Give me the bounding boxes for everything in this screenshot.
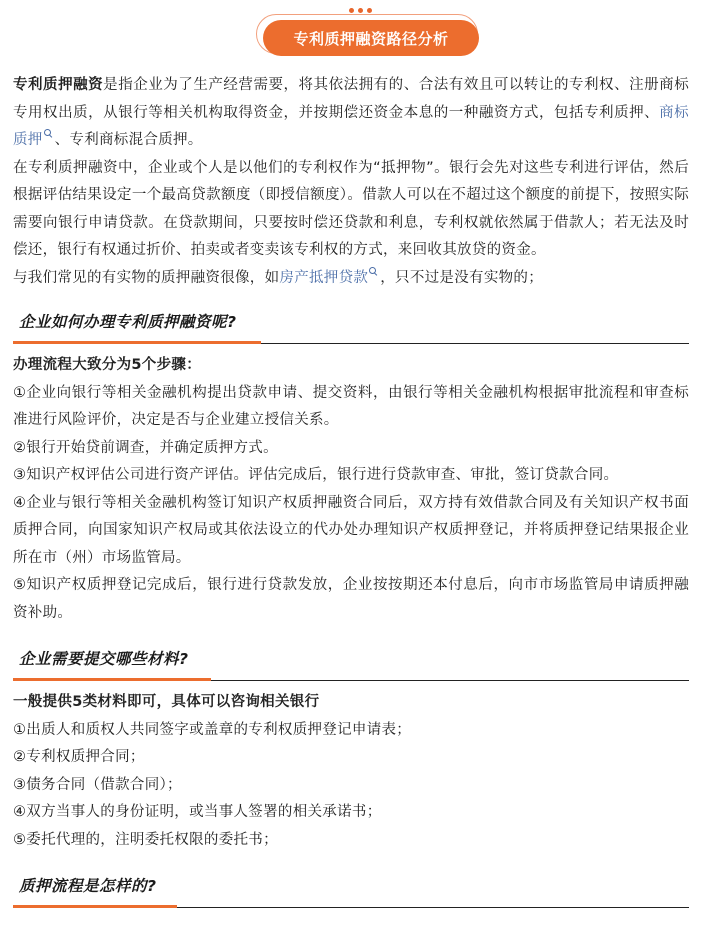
- intro-text-b: 、专利商标混合质押。: [54, 132, 203, 148]
- section-title: 企业需要提交哪些材料?: [19, 650, 189, 668]
- trademark-pledge-link[interactable]: 商标质押: [13, 104, 689, 148]
- intro-p3-text-a: 与我们常见的有实物的质押融资很像，如: [13, 269, 280, 286]
- mortgage-loan-link[interactable]: 房产抵押贷款: [279, 269, 369, 286]
- list-item: ②专利权质押合同；: [13, 749, 145, 765]
- article-title: 专利质押融资路径分析: [263, 20, 479, 56]
- title-dots: [349, 8, 372, 13]
- section-subhead: 一般提供5类材料即可，具体可以咨询相关银行: [13, 694, 320, 710]
- section-accent-bar: [13, 678, 211, 681]
- title-banner: [13, 0, 689, 62]
- section-heading-3: [13, 868, 689, 908]
- search-icon[interactable]: [369, 267, 378, 276]
- list-item: ④企业与银行等相关金融机构签订知识产权质押融资合同后，双方持有效借款合同及有关知识产权书面质押合同，向国家知识产权局或其依法设立的代办处办理知识产权质押登记，并将质押登记结果报企业所在市（州）市场监管局。: [13, 494, 689, 566]
- list-item: ①企业向银行等相关金融机构提出贷款申请、提交资料，由银行等相关金融机构根据审批流程和审查标准进行风险评价，决定是否与企业建立授信关系。: [13, 384, 689, 428]
- intro-paragraph-2: 在专利质押融资中，企业或个人是以他们的专利权作为“抵押物”。银行会先对这些专利进行评估，然后根据评估结果设定一个最高贷款额度（即授信额度）。借款人可以在不超过这个额度的前提下，按照实际需要向银行申请贷款。在贷款期间，只要按时偿还贷款和利息，专利权就依然属于借款人；若无法及时偿还，银行有权通过折价、拍卖或者变卖该专利权的方式，来回收其放贷的资金。: [13, 159, 689, 258]
- steps-list: [13, 380, 689, 628]
- section-accent-bar: [13, 905, 177, 908]
- intro-p3-text-b: ，只不过是没有实物的；: [380, 269, 544, 286]
- list-item: ②银行开始贷前调查，并确定质押方式。: [13, 439, 278, 456]
- intro-text-a: 是指企业为了生产经营需要，将其依法拥有的、合法有效且可以转让的专利权、注册商标专用权出质，从银行等相关机构取得资金，并按期偿还资金本息的一种融资方式，包括专利质押、: [13, 77, 689, 121]
- section-title: 企业如何办理专利质押融资呢?: [19, 313, 237, 331]
- section-heading-1: [13, 304, 689, 344]
- intro-paragraph-1: [13, 72, 689, 155]
- search-icon[interactable]: [44, 129, 53, 138]
- section-subhead: 办理流程大致分为5个步骤：: [13, 357, 201, 373]
- list-item: ③知识产权评估公司进行资产评估。评估完成后，银行进行贷款审查、审批，签订贷款合同。: [13, 467, 619, 483]
- section-accent-bar: [13, 341, 261, 344]
- intro-paragraph-3: [13, 265, 689, 293]
- list-item: ⑤知识产权质押登记完成后，银行进行贷款发放，企业按按期还本付息后，向市市场监管局申请质押融资补助。: [13, 577, 689, 621]
- section-heading-2: [13, 641, 689, 681]
- materials-list: [13, 717, 689, 855]
- list-item: ③债务合同（借款合同）；: [13, 776, 182, 793]
- list-item: ④双方当事人的身份证明，或当事人签署的相关承诺书；: [13, 804, 382, 820]
- list-item: ⑤委托代理的，注明委托权限的委托书；: [13, 831, 278, 848]
- section-title: 质押流程是怎样的?: [19, 877, 157, 895]
- list-item: ①出质人和质权人共同签字或盖章的专利权质押登记申请表；: [13, 721, 412, 738]
- intro-term: 专利质押融资: [13, 77, 104, 93]
